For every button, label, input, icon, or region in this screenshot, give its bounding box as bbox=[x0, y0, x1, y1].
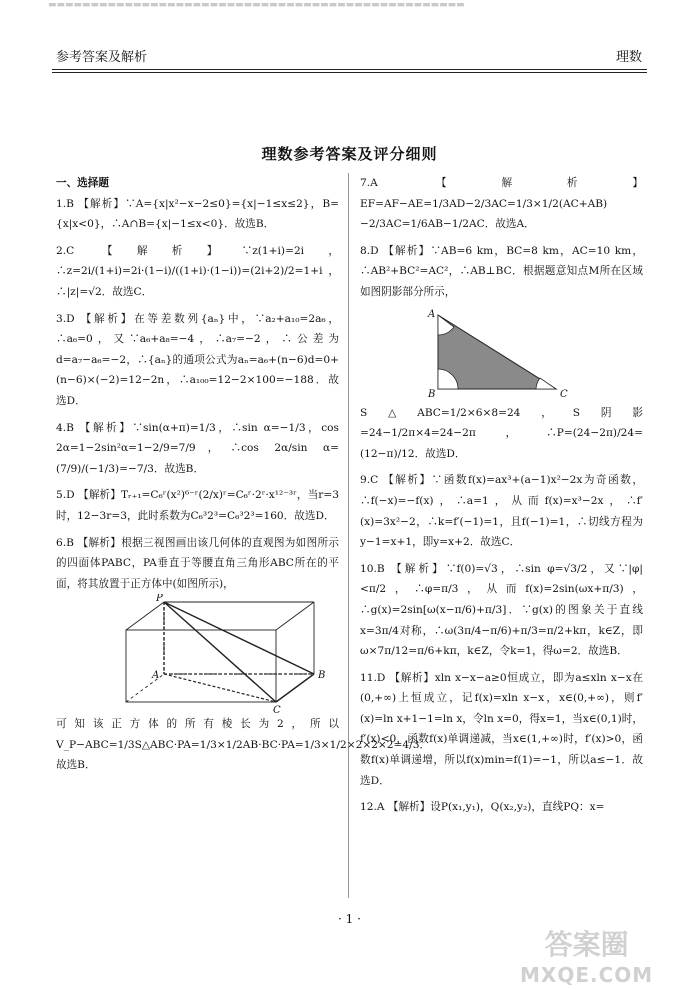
answer-9: 9.C 【解析】∵函数f(x)=ax³+(a−1)x²−2x为奇函数，∴f(−x)=−f(x)，∴a=1，从而f(x)=x³−2x，∴f′(x)=3x²−2，∴k=f′(−1)=1，且f(−1)=1，∴切线方程为y−1=x+1，即y=x+2．故选C． bbox=[360, 474, 643, 549]
triangle-label-b: B bbox=[428, 388, 436, 400]
answer-1: 1.B 【解析】∵A={x|x²−x−2≤0}={x|−1≤x≤2}，B={x|x<0}，∴A∩B={x|−1≤x<0}．故选B． bbox=[56, 197, 339, 231]
right-column bbox=[360, 173, 643, 818]
top-faint-header: ▬▬▬▬▬▬▬▬▬▬▬▬▬▬▬▬▬▬▬▬▬▬▬▬▬▬▬▬▬▬▬▬▬▬▬▬▬▬▬▬▬▬▬▬▬▬▬▬▬ bbox=[48, 0, 465, 10]
answer-8: 8.D 【解析】∵AB=6 km，BC=8 km，AC=10 km，∴AB²+BC²=AC²，∴AB⊥BC．根据题意知点M所在区域如图阴影部分所示， bbox=[360, 244, 643, 298]
page-title: 理数参考答案及评分细则 bbox=[261, 145, 438, 163]
answer-2: 2.C 【解析】∵z(1+i)=2i，∴z=2i/(1+i)=2i·(1−i)/((1+i)·(1−i))=(2i+2)/2=1+i，∴|z|=√2．故选C． bbox=[56, 244, 339, 298]
left-column bbox=[56, 173, 431, 776]
answer-6-cont: 可知该正方体的所有棱长为2，所以V_P−ABC=1/3S△ABC·PA=1/3×1/2AB·BC·PA=1/3×1/2×2×2×2=4/3．故选B． bbox=[56, 718, 431, 772]
column-divider bbox=[348, 173, 349, 898]
logo-line1: 答案圈 bbox=[544, 928, 629, 961]
answer-7: 7.A 【解析】EF=AF−AE=1/3AD−2/3AC=1/3×1/2(AC+AB)−2/3AC=1/6AB−1/2AC．故选A． bbox=[360, 177, 643, 231]
header-left-title: 参考答案及解析 bbox=[56, 50, 148, 65]
cube-figure bbox=[56, 594, 339, 714]
answer-11: 11.D 【解析】xln x−x−a≥0恒成立，即为a≤xln x−x在(0,+∞)上恒成立，记f(x)=xln x−x，x∈(0,+∞)，则f′(x)=ln x+1−1=ln x，令ln x=0，得x=1，当x∈(0,1)时，f′(x)<0，函数f(x)单调递减，当x∈(1,+∞)时，f′(x)>0，函数f(x)单调递增，所以f(x)min=f(1)=−1，所以a≤−1．故选D． bbox=[360, 671, 643, 787]
cube-label-a: A bbox=[152, 670, 160, 682]
answer-8-cont: S△ABC=1/2×6×8=24，S阴影=24−1/2π×4=24−2π，∴P=(24−2π)/24=(12−π)/12．故选D． bbox=[360, 406, 643, 460]
header-rule bbox=[52, 69, 647, 73]
answer-6: 6.B 【解析】根据三视图画出该几何体的直观图为如图所示的四面体PABC，PA垂直于等腰直角三角形ABC所在的平面，将其放置于正方体中(如图所示)， bbox=[56, 536, 339, 590]
answer-5: 5.D 【解析】Tᵣ₊₁=C₆ʳ(x²)⁶⁻ʳ(2/x)ʳ=C₆ʳ·2ʳ·x¹²⁻³ʳ，当r=3时，12−3r=3，此时系数为C₆³2³=C₆³2³=160．故选D． bbox=[56, 489, 339, 522]
triangle-label-a: A bbox=[428, 308, 436, 320]
answer-12: 12.A 【解析】设P(x₁,y₁)，Q(x₂,y₂)，直线PQ：x= bbox=[360, 801, 605, 814]
cube-label-p: P bbox=[156, 594, 163, 605]
answer-10: 10.B 【解析】∵f(0)=√3，∴sin φ=√3/2，又∵|φ|<π/2，∴φ=π/3，从而f(x)=2sin(ωx+π/3)，∴g(x)=2sin[ω(x−π/6)+π/3]．∵g(x)的图象关于直线x=3π/4对称，∴ω(3π/4−π/6)+π/3=π/2+kπ，k∈Z，即ω×7π/12=π/6+kπ，k∈Z，令k=1，得ω=2．故选B． bbox=[360, 562, 643, 658]
header-right-subject: 理数 bbox=[615, 50, 642, 65]
cube-label-b: B bbox=[318, 670, 326, 682]
cube-label-c: C bbox=[273, 705, 281, 715]
triangle-figure bbox=[360, 303, 643, 403]
triangle-label-c: C bbox=[560, 388, 568, 400]
answer-4: 4.B 【解析】∵sin(α+π)=1/3，∴sin α=−1/3，cos 2α=1−2sin²α=1−2/9=7/9，∴cos 2α/sin α=(7/9)/(−1/3)=−7/3．故选B． bbox=[56, 421, 339, 475]
page-number: · 1 · bbox=[338, 912, 361, 926]
section-heading: 一、选择题 bbox=[56, 177, 109, 189]
logo-line2: MXQE.COM bbox=[520, 963, 654, 987]
answer-3: 3.D 【解析】在等差数列{aₙ}中，∵a₂+a₁₀=2a₆，∴a₆=0，又∵a₆+a₈=−4，∴a₇=−2，∴公差为d=a₇−a₆=−2，∴{aₙ}的通项公式为aₙ=a₆+(n−6)d=0+(n−6)×(−2)=12−2n，∴a₁₀₀=12−2×100=−188．故选D． bbox=[56, 312, 339, 407]
watermark-logo bbox=[520, 930, 653, 990]
